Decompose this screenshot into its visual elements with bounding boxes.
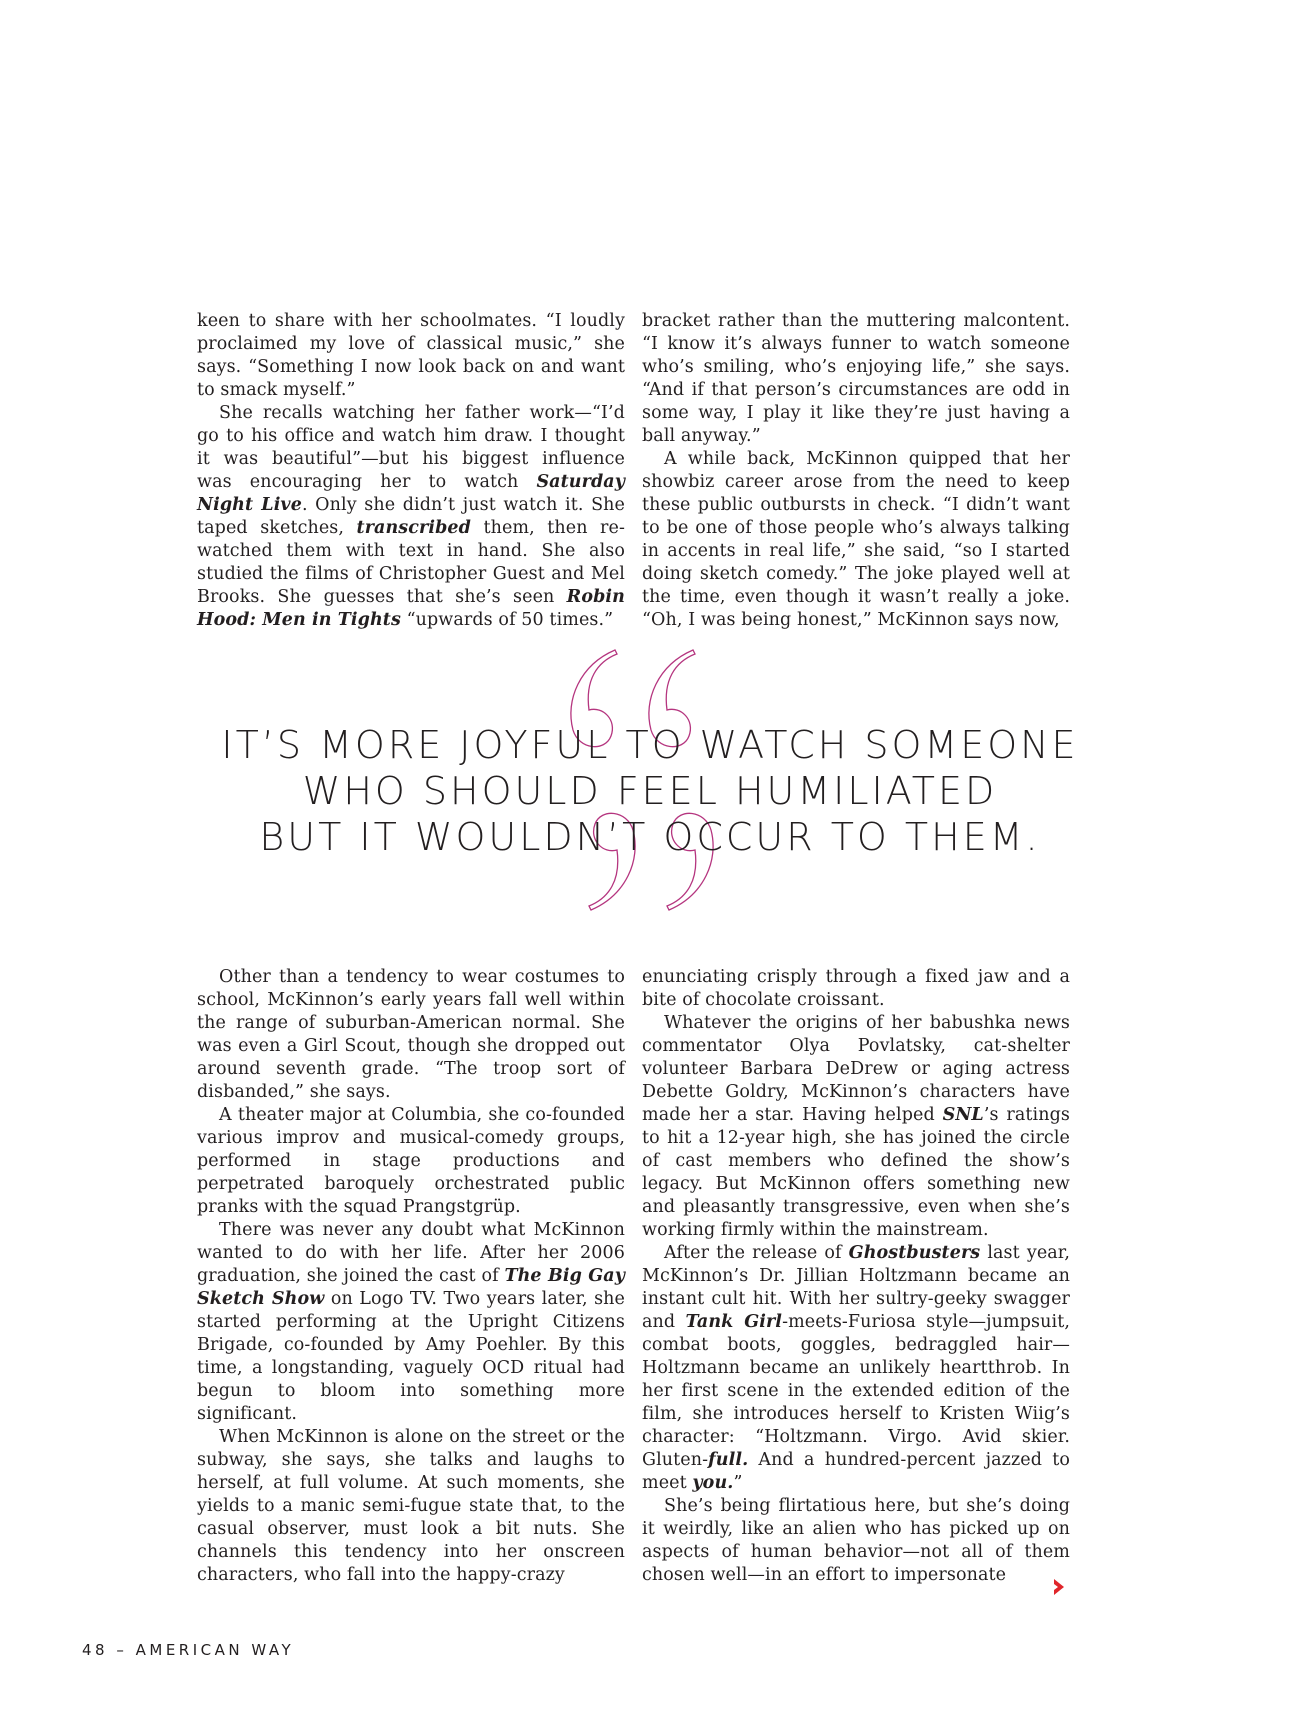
text-run: -meets-Furiosa style—jumpsuit, combat boots, goggles, bedraggled hair—Holtzmann became an unlikely heartthrob. In her first scene in the extended edition of the film, she introduces herself to Kristen Wiig’s character: “Holtzmann. Virgo. Avid skier. Gluten- — [642, 1312, 1070, 1470]
paragraph: Other than a tendency to wear costumes to school, McKinnon’s early years fall well within the range of suburban-American normal. She was even a Girl Scout, though she dropped out around seventh grade. “The troop sort of disbanded,” she says. — [197, 967, 625, 1102]
text-run: them, then re-watched them with text in hand. She also studied the films of Christopher Guest and Mel Brooks. She guesses that she’s seen — [197, 518, 625, 607]
film-title: Robin Hood: Men in Tights — [197, 587, 625, 630]
emphasis: transcribed — [356, 518, 471, 538]
paragraph: She’s being flirtatious here, but she’s doing it weirdly, like an alien who has picked up on aspects of human behavior—not all of them chosen well—in an effort to impersonate — [642, 1496, 1070, 1585]
pull-quote-line: IT’S MORE JOYFUL TO WATCH SOMEONE — [221, 723, 1079, 767]
pull-quote-line: BUT IT WOULDN’T OCCUR TO THEM. — [259, 815, 1041, 859]
text-run: After the release of — [664, 1243, 849, 1263]
text-run: And a hundred-percent jazzed to meet — [642, 1450, 1070, 1493]
article-column-top-right — [642, 310, 1070, 632]
emphasis: full. — [708, 1450, 749, 1470]
continue-arrow-icon — [1052, 1578, 1066, 1596]
paragraph: enunciating crisply through a fixed jaw and a bite of chocolate croissant. — [642, 967, 1070, 1010]
paragraph: A theater major at Columbia, she co-founded various improv and musical-comedy groups, performed in stage productions and perpetrated baroquely orchestrated public pranks with the squad Prangstgrüp. — [197, 1105, 625, 1217]
show-title: Saturday Night Live — [197, 472, 625, 515]
show-title: SNL — [942, 1105, 984, 1125]
page-folio: 48 – AMERICAN WAY — [82, 1641, 295, 1659]
film-title: Ghostbusters — [848, 1243, 981, 1263]
text-run: She recalls watching her father work—“I’d go to his office and watch him draw. I thought it was beautiful”—but his biggest influence was encouraging her to watch — [197, 403, 625, 492]
paragraph — [642, 1012, 1070, 1242]
film-title: Tank Girl — [685, 1312, 783, 1332]
article-column-bottom-left — [197, 966, 625, 1587]
pull-quote — [150, 722, 1150, 860]
text-run: . Only she didn’t just watch it. She taped sketches, — [197, 495, 625, 538]
text-run: There was never any doubt what McKinnon wanted to do with her life. After her 2006 graduation, she joined the cast of — [197, 1220, 625, 1286]
text-run: ’s ratings to hit a 12-year high, she has joined the circle of cast members who defined the show’s legacy. But McKinnon offers something new and pleasantly transgressive, even when she’s working firmly within the mainstream. — [642, 1105, 1070, 1240]
article-column-bottom-right — [642, 966, 1070, 1587]
paragraph — [642, 1242, 1070, 1495]
text-run: Whatever the origins of her babushka news commentator Olya Povlatsky, cat-shelter volunteer Barbara DeDrew or aging actress Debette Goldry, McKinnon’s characters have made her a star. Having helped — [642, 1013, 1070, 1125]
pull-quote-line: WHO SHOULD FEEL HUMILIATED — [302, 769, 998, 813]
paragraph: bracket rather than the muttering malcontent. “I know it’s always funner to watch someone who’s smiling, who’s enjoying life,” she says. “And if that person’s circumstances are odd in some way, I play it like they’re just having a ball anyway.” — [642, 311, 1070, 446]
paragraph: keen to share with her schoolmates. “I loudly proclaimed my love of classical music,” she says. “Something I now look back on and want to smack myself.” — [197, 311, 625, 400]
paragraph: A while back, McKinnon quipped that her showbiz career arose from the need to keep these public outbursts in check. “I didn’t want to be one of those people who’s always talking in accents in real life,” she said, “so I started doing sketch comedy.” The joke played well at the time, even though it wasn’t really a joke. “Oh, I was being honest,” McKinnon says now, — [642, 449, 1070, 630]
text-run: “upwards of 50 times.” — [400, 610, 614, 630]
text-run: on Logo TV. Two years later, she started performing at the Upright Citizens Brigade, co-founded by Amy Poehler. By this time, a longstanding, vaguely OCD ritual had begun to bloom into something more significant. — [197, 1289, 626, 1424]
show-title: The Big Gay Sketch Show — [197, 1266, 625, 1309]
article-column-top-left — [197, 310, 625, 632]
text-run: ” — [733, 1473, 743, 1493]
paragraph: When McKinnon is alone on the street or the subway, she says, she talks and laughs to herself, at full volume. At such moments, she yields to a manic semi-fugue state that, to the casual observer, must look a bit nuts. She channels this tendency into her onscreen characters, who fall into the happy-crazy — [197, 1427, 625, 1585]
paragraph — [197, 402, 625, 632]
paragraph — [197, 1219, 625, 1426]
emphasis: you. — [692, 1473, 734, 1493]
text-run: last year, McKinnon’s Dr. Jillian Holtzmann became an instant cult hit. With her sultry-geeky swagger and — [642, 1243, 1071, 1332]
